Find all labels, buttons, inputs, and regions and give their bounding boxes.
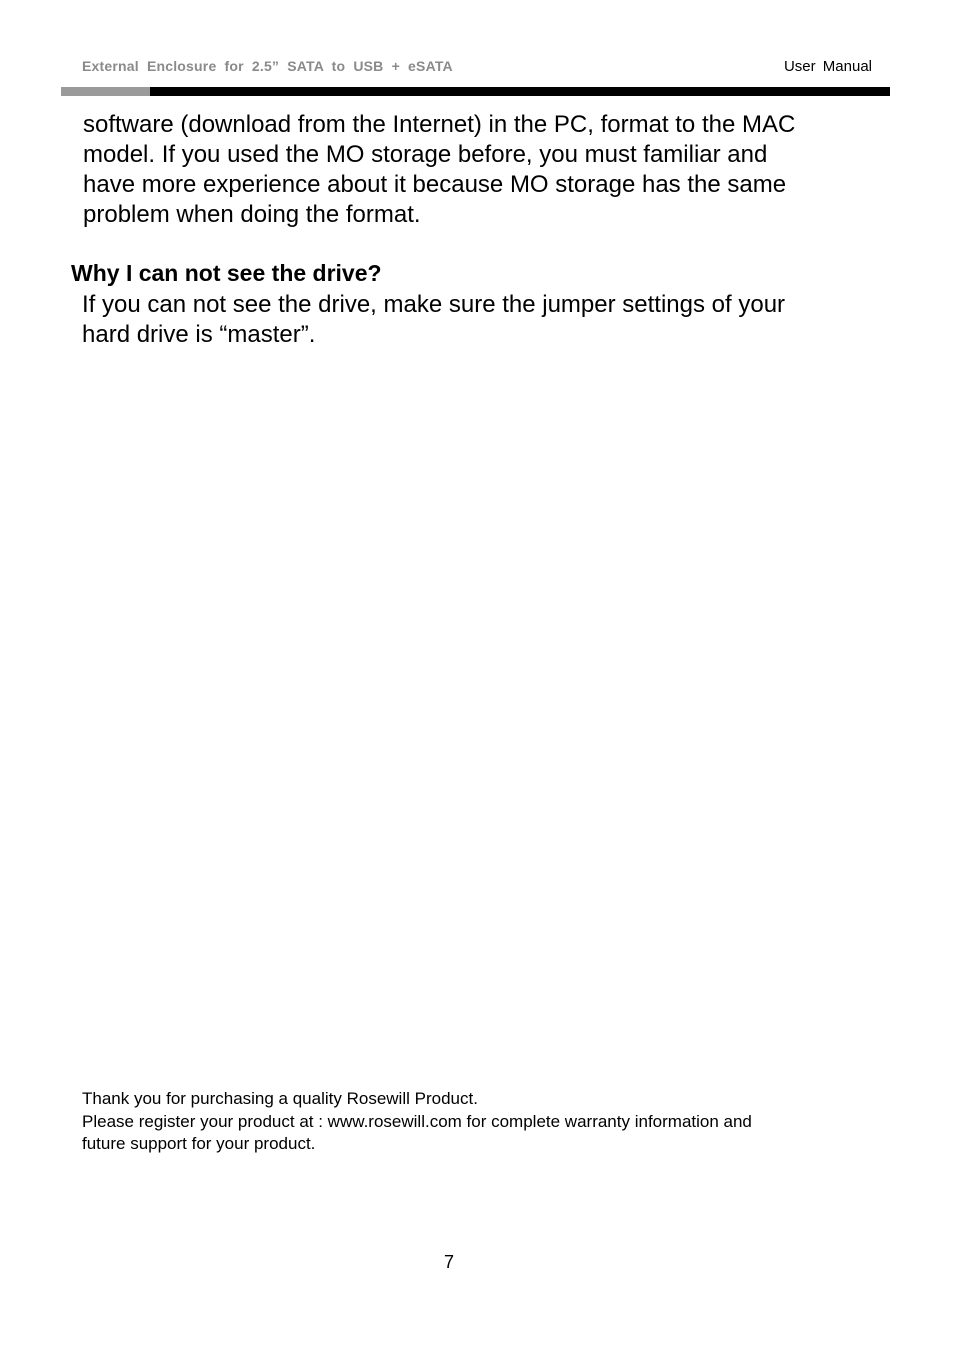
faq-answer bbox=[82, 290, 882, 350]
paragraph-line: software (download from the Internet) in the PC, format to the MAC bbox=[83, 111, 796, 138]
footer-line: Thank you for purchasing a quality Rosewill Product. bbox=[82, 1089, 478, 1108]
paragraph-line: hard drive is “master”. bbox=[82, 321, 316, 348]
body-paragraph bbox=[83, 110, 883, 230]
document-section: User Manual bbox=[783, 58, 872, 75]
faq-heading: Why I can not see the drive? bbox=[71, 260, 382, 286]
paragraph-line: model. If you used the MO storage before, you must familiar and bbox=[83, 141, 768, 168]
paragraph-line: have more experience about it because MO storage has the same bbox=[83, 171, 787, 198]
header-rule-accent bbox=[61, 87, 150, 96]
footer-note bbox=[82, 1088, 882, 1156]
paragraph-line: If you can not see the drive, make sure the jumper settings of your bbox=[82, 291, 786, 318]
page-number: 7 bbox=[443, 1252, 454, 1272]
document-title: External Enclosure for 2.5” SATA to USB + eSATA bbox=[82, 58, 453, 74]
paragraph-line: problem when doing the format. bbox=[83, 201, 421, 228]
header-rule bbox=[61, 87, 890, 96]
footer-line: Please register your product at : www.rosewill.com for complete warranty information and bbox=[82, 1111, 752, 1131]
footer-line: future support for your product. bbox=[82, 1134, 316, 1153]
